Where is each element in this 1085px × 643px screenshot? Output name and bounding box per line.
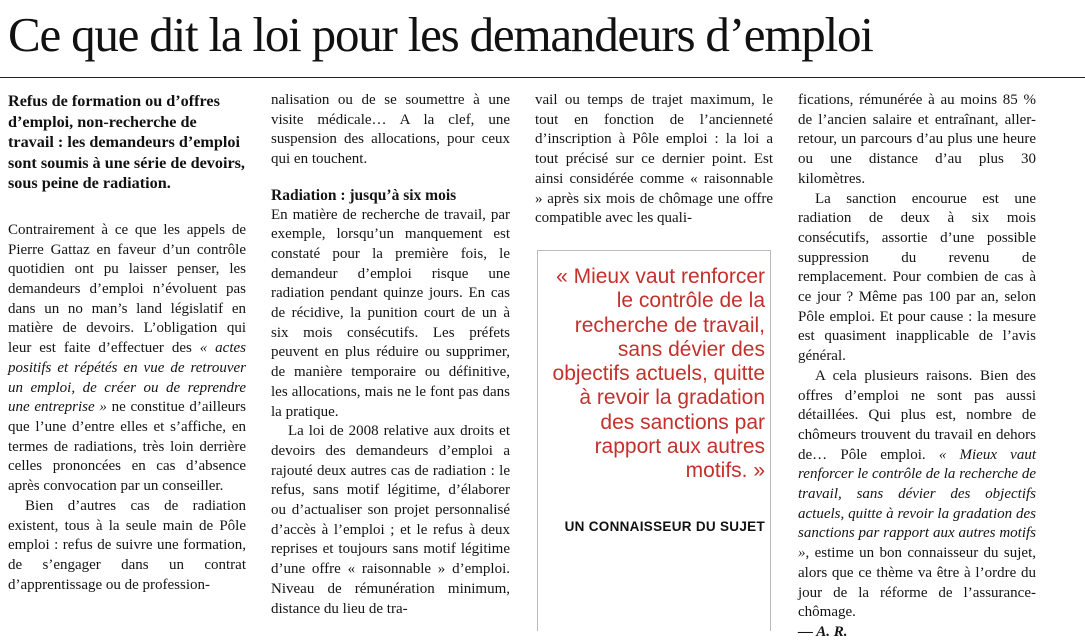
- paragraph-1: [8, 221, 246, 497]
- column-2: [271, 91, 510, 619]
- paragraph-6-b: , estime un bon connaisseur du sujet, alors que ce thème va être à l’ordre du jour de la réforme de l’assurance-chômage.: [798, 545, 1036, 621]
- paragraph-4: La loi de 2008 relative aux droits et devoirs des demandeurs d’emploi a rajouté deux autres cas de radiation : le refus, sans motif légitime, d’élaborer ou d’actualiser son projet personnalisé d’accès à l’emploi ; et le refus à deux reprises et toujours sans motif légitime d’une offre « raisonnable » d’emploi. Niveau de rémunération minimum, distance du lieu de tra-: [271, 423, 510, 617]
- paragraph-3: En matière de recherche de travail, par exemple, lorsqu’un manquement est constaté pour la première fois, le demandeur d’emploi risque une radiation pendant quinze jours. En cas de récidive, la punition court de un à six mois consécutifs. Les préfets peuvent en plus réduire ou supprimer, de manière temporaire ou définitive, les allocations, mais ne le font pas dans la pratique.: [271, 206, 510, 420]
- headline-rule: [0, 77, 1085, 78]
- paragraph-1-b: ne constitue d’ailleurs que l’une d’entre elles et s’affiche, en termes de radiations, très loin derrière celles prononcées en cas d’absence après convocation par un conseiller.: [8, 399, 246, 495]
- column-3: [535, 91, 773, 229]
- paragraph-4-cont: vail ou temps de trajet maximum, le tout en fonction de l’ancienneté d’inscription à Pôle emploi : la loi a tout précisé sur ce dernier point. Est ainsi considérée comme « raisonnable » après six mois de chômage une offre compatible avec les quali-: [535, 92, 773, 227]
- subhead: Radiation : jusqu’à six mois: [271, 186, 457, 204]
- pullquote-text: « Mieux vaut renforcer le contrôle de la recherche de travail, sans dévier des objectifs actuels, quitte à revoir la gradation des sanctions par rapport aux autres motifs. »: [552, 265, 765, 483]
- column-4: [798, 91, 1036, 643]
- paragraph-2-cont: nalisation ou de se soumettre à une visite médicale… A la clef, une suspension des allocations, pour ceux qui en touchent.: [271, 92, 510, 168]
- column-1: [8, 91, 246, 595]
- headline: Ce que dit la loi pour les demandeurs d’emploi: [8, 7, 873, 62]
- chapo: Refus de formation ou d’offres d’emploi, non-recherche de travail : les demandeurs d’emploi sont soumis à une série de devoirs, sous peine de radiation.: [8, 92, 245, 193]
- paragraph-6: [798, 367, 1036, 623]
- paragraph-4-end: fications, rémunérée à au moins 85 % de l’ancien salaire et entraînant, aller-retour, un parcours d’au plus une heure ou une distance d’au plus 30 kilomètres.: [798, 92, 1036, 187]
- signature: — A. R.: [798, 623, 848, 640]
- paragraph-1-quote: « actes positifs et répétés en vue de retrouver un emploi, de créer ou de reprendre une entreprise »: [8, 340, 246, 416]
- paragraph-6-a: A cela plusieurs raisons. Bien des offres d’emploi ne sont pas aussi détaillées. Qui plus est, nombre de chômeurs trouvent du travail en dehors de… Pôle emploi.: [798, 367, 1036, 463]
- paragraph-1-a: Contrairement à ce que les appels de Pierre Gattaz en faveur d’un contrôle quotidien ont pu laisser penser, les demandeurs d’emploi n’évoluent pas dans un no man’s land législatif en matière de devoirs. L’obligation qui leur est faite d’effectuer des: [8, 221, 246, 357]
- paragraph-5: La sanction encourue est une radiation de deux à six mois consécutifs, assortie d’une possible suppression du revenu de remplacement. Pour combien de cas à ce jour ? Même pas 100 par an, selon Pôle emploi. Et pour cause : la mesure est quasiment inapplicable de l’avis général.: [798, 190, 1036, 365]
- paragraph-2: Bien d’autres cas de radiation existent, tous à la seule main de Pôle emploi : refus de suivre une formation, de s’engager dans un contrat d’apprentissage ou de profession-: [8, 497, 246, 593]
- pullquote-author: UN CONNAISSEUR DU SUJET: [564, 519, 765, 534]
- paragraph-6-quote: « Mieux vaut renforcer le contrôle de la recherche de travail, sans dévier des objectifs actuels, quitte à revoir la gradation des sanctions par rapport aux autres motifs »: [798, 446, 1036, 562]
